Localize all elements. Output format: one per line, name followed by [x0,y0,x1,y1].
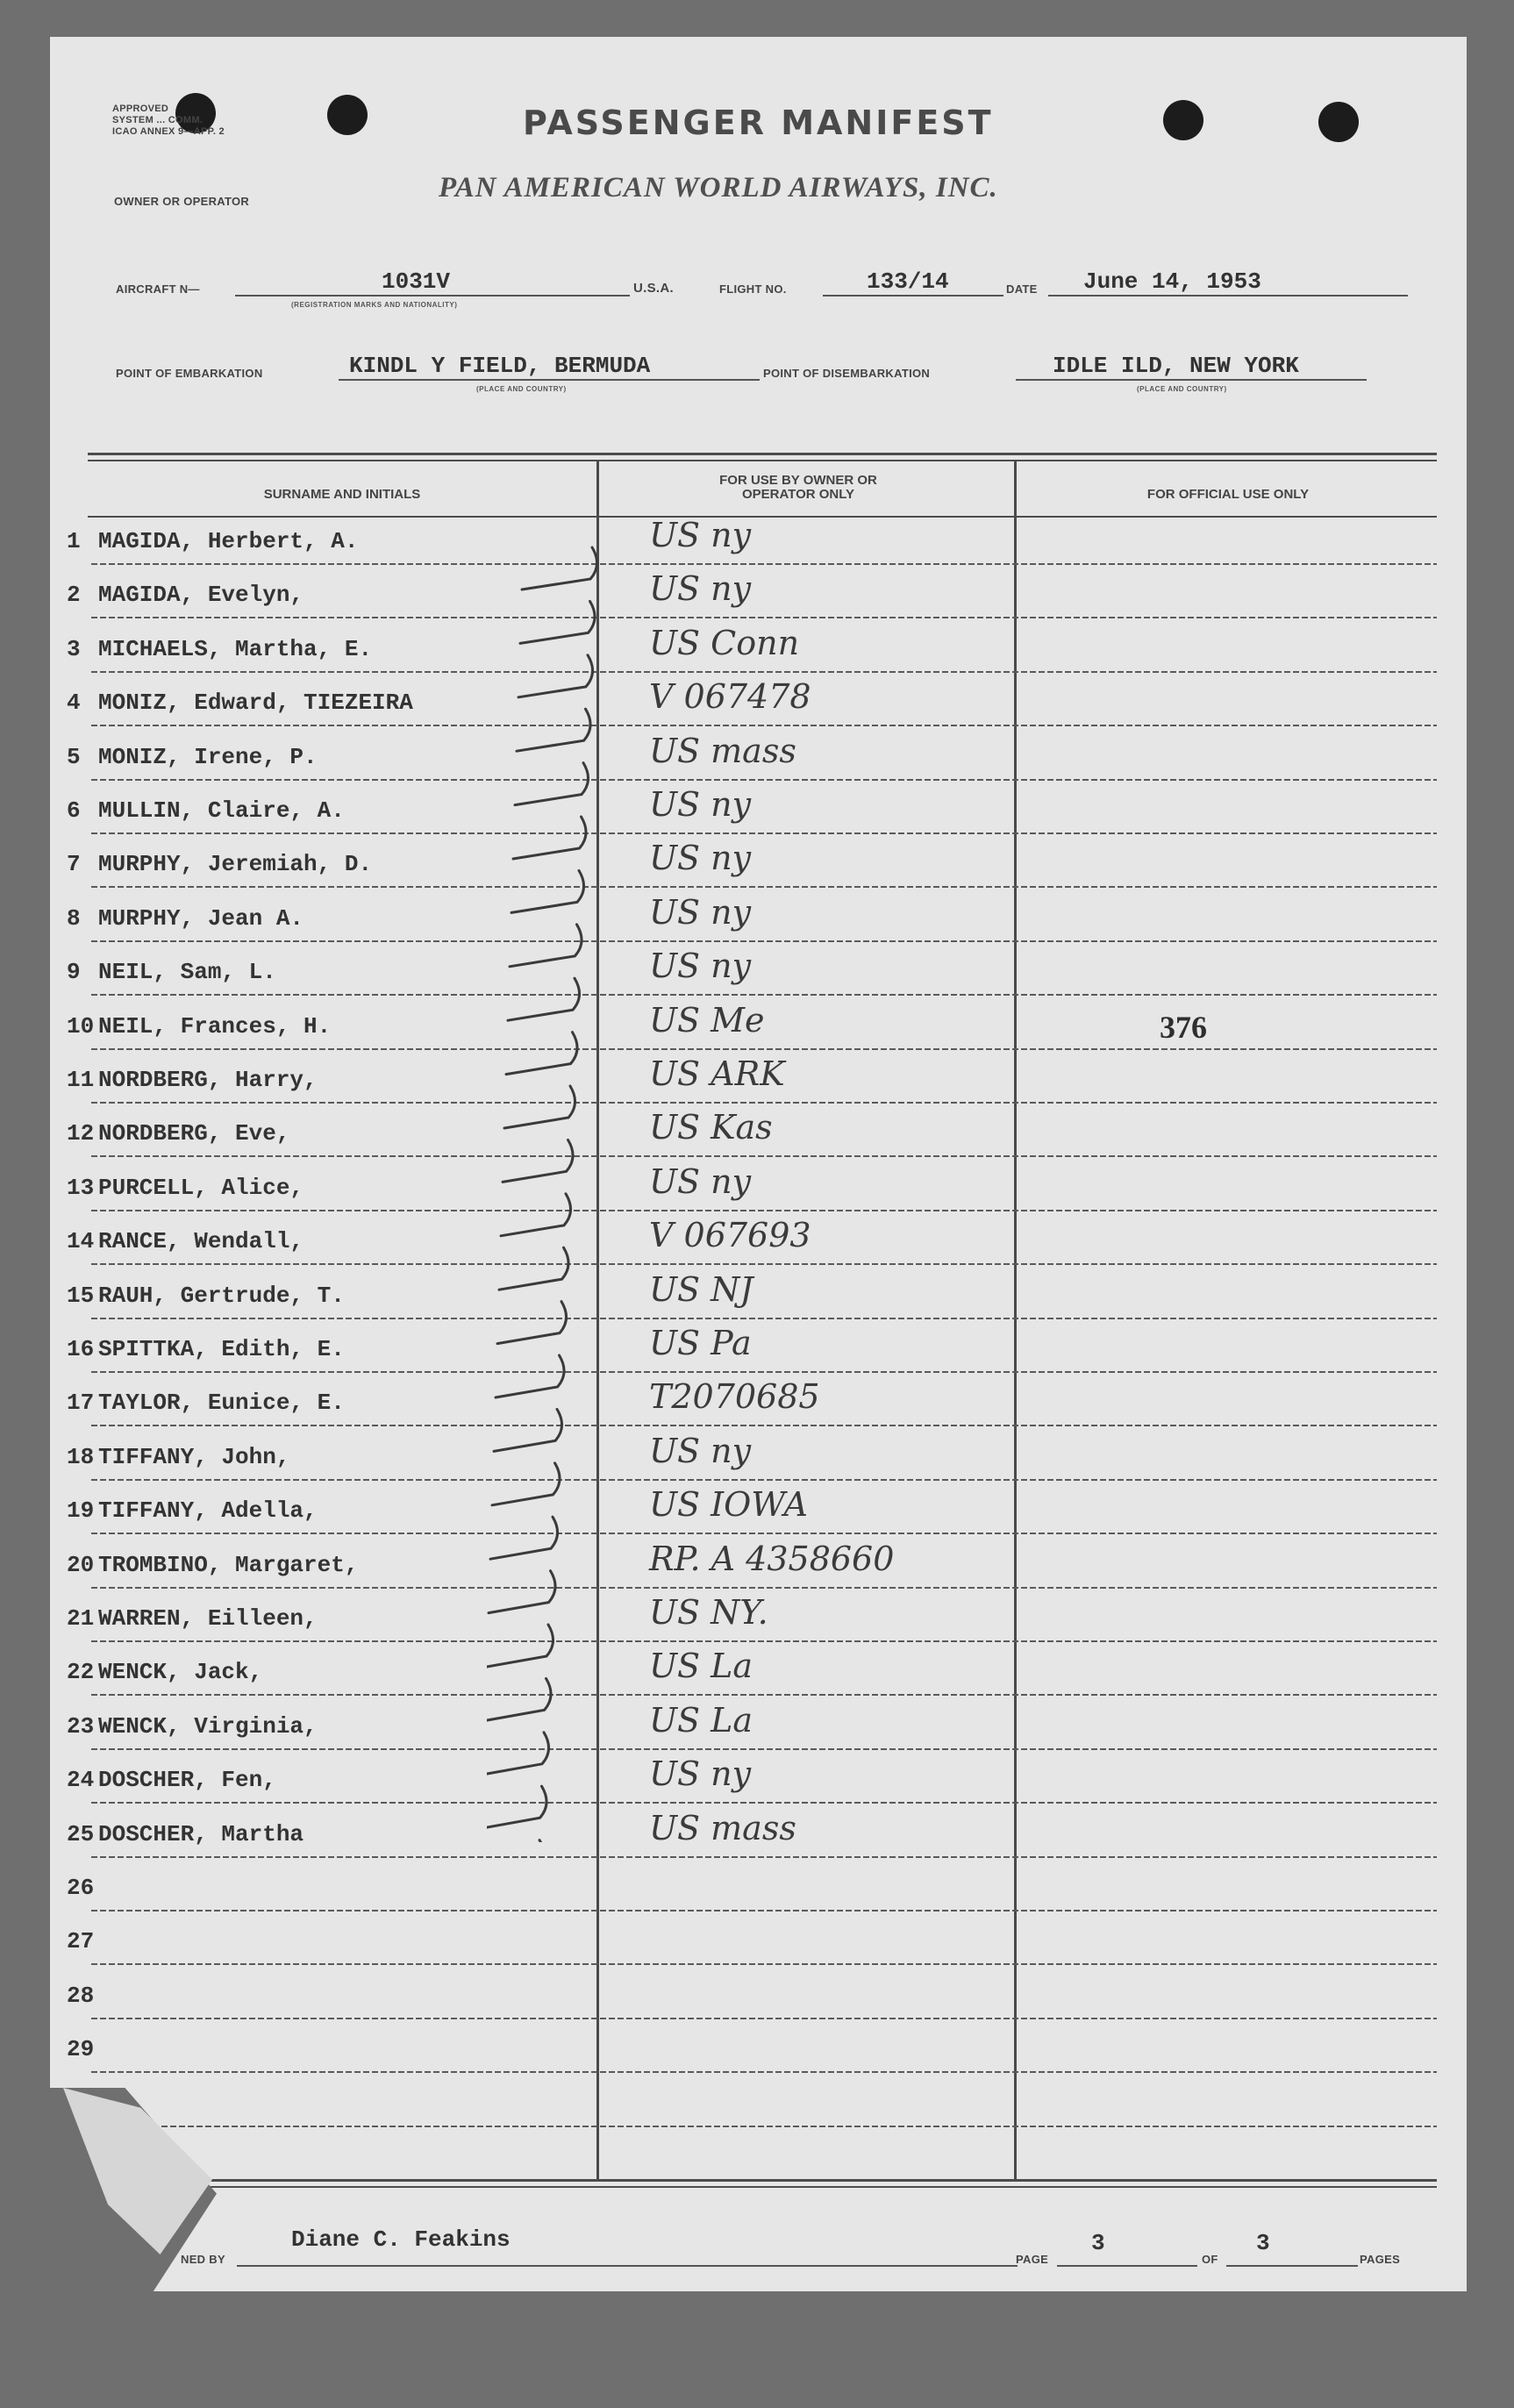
passenger-name: NEIL, Frances, H. [98,1012,332,1040]
page-underline [1057,2265,1197,2267]
check-mark [508,978,580,1020]
row-rule [91,1910,1437,1911]
check-mark [499,1247,568,1290]
row-number: 18 [67,1443,95,1470]
row-rule [91,671,1437,673]
check-mark [506,1033,577,1075]
punch-hole [1318,102,1359,142]
passenger-document: US ny [649,1161,752,1201]
row-rule [91,1048,1437,1050]
check-mark [494,1409,562,1451]
row-rule [91,725,1437,726]
row-rule [91,617,1437,618]
approval-line-1: APPROVED [112,104,169,114]
row-rule [91,563,1437,565]
row-rule [91,1640,1437,1642]
row-rule [91,1102,1437,1104]
punch-hole [327,95,368,135]
passenger-document: US ny [649,569,752,609]
row-number: 11 [67,1067,95,1093]
row-number: 29 [67,2036,95,2063]
row-number: 26 [67,1875,95,1901]
check-mark [489,1571,555,1613]
passenger-document: US IOWA [649,1485,808,1525]
passenger-name: TIFFANY, John, [98,1443,290,1470]
embark-place-note: (PLACE AND COUNTRY) [476,385,567,393]
passenger-document: US Pa [649,1324,752,1362]
disembark-underline [1016,379,1367,381]
row-number: 3 [67,635,81,662]
official-note: 376 [1160,1010,1207,1045]
of-underline [1226,2265,1358,2267]
check-mark [515,763,589,805]
passenger-name: TROMBINO, Margaret, [98,1551,359,1578]
column-header-surname: SURNAME AND INITIALS [263,487,421,502]
row-rule [91,1210,1437,1211]
check-marks [487,535,618,1842]
of-label: OF [1202,2253,1218,2266]
approval-line-3: ICAO ANNEX 9—APP. 2 [112,126,225,137]
passenger-name: RANCE, Wendall, [98,1228,304,1255]
check-mark [510,925,582,967]
check-mark [490,1517,558,1559]
row-rule [91,1263,1437,1265]
row-rule [91,1533,1437,1534]
passenger-name: MAGIDA, Evelyn, [98,582,304,609]
passenger-document: V 067693 [649,1216,811,1255]
row-rule [91,1694,1437,1696]
row-rule [91,994,1437,996]
row-number: 25 [67,1820,95,1847]
signed-by-value: Diane C. Feakins [291,2226,511,2253]
row-rule [91,779,1437,781]
usa-label: U.S.A. [633,281,674,296]
column-header-official: FOR OFFICIAL USE ONLY [1146,487,1310,502]
passenger-document: US ny [649,892,752,932]
row-number: 22 [67,1659,95,1686]
aircraft-underline [235,295,630,297]
passenger-name: NORDBERG, Eve, [98,1120,290,1147]
passenger-name: WARREN, Eilleen, [98,1605,318,1632]
flight-label: FLIGHT NO. [719,282,787,296]
airline-name: PAN AMERICAN WORLD AIRWAYS, INC. [439,172,998,204]
date-label: DATE [1006,282,1038,296]
row-rule [91,1155,1437,1157]
passenger-document: US mass [649,1808,796,1847]
embark-underline [339,379,760,381]
passenger-document: US mass [649,731,796,770]
row-number: 9 [67,959,81,986]
disembark-label: POINT OF DISEMBARKATION [763,367,931,380]
page-number: 3 [1091,2230,1105,2256]
passenger-document: US ny [649,785,752,824]
passenger-document: US Kas [649,1108,773,1147]
row-number: 10 [67,1012,95,1040]
check-mark [496,1355,564,1397]
passenger-name: MURPHY, Jean A. [98,904,304,932]
check-mark [518,655,593,697]
passenger-document: US Me [649,1000,765,1040]
passenger-name: MONIZ, Irene, P. [98,743,318,770]
check-mark [487,1678,551,1720]
embark-value: KINDL Y FIELD, BERMUDA [349,353,651,379]
row-number: 13 [67,1174,95,1201]
passenger-document: US ny [649,1754,752,1794]
row-number: 2 [67,582,81,609]
check-mark [501,1194,571,1236]
passenger-name: DOSCHER, Fen, [98,1767,276,1794]
passenger-document: US ny [649,839,752,878]
row-rule [91,2018,1437,2019]
check-mark [492,1463,560,1505]
passenger-name: SPITTKA, Edith, E. [98,1336,345,1362]
date-underline [1048,295,1408,297]
row-number: 1 [67,528,81,554]
date-value: June 14, 1953 [1083,268,1261,295]
passenger-document: US NY. [649,1593,768,1632]
table-bottom-rule [88,2179,1437,2182]
row-number: 21 [67,1605,95,1632]
check-mark [487,1840,545,1842]
row-rule [91,2071,1437,2073]
flight-underline [823,295,1003,297]
table-top-rule-2 [88,460,1437,461]
passenger-name: TIFFANY, Adella, [98,1497,318,1525]
header-bottom-rule [88,516,1437,518]
row-number: 5 [67,743,81,770]
row-number: 6 [67,797,81,824]
signed-underline [237,2265,1018,2267]
check-mark [497,1302,567,1344]
approval-line-2: SYSTEM ... COMM. [112,115,204,125]
row-rule [91,1587,1437,1589]
check-mark [513,817,586,859]
passenger-name: PURCELL, Alice, [98,1174,304,1201]
passenger-name: NEIL, Sam, L. [98,959,276,986]
row-rule [91,1963,1437,1965]
row-number: 28 [67,1982,95,2009]
row-rule [91,1425,1437,1426]
row-rule [91,1318,1437,1319]
punch-hole [1163,100,1203,140]
check-mark [487,1733,549,1775]
check-mark [511,870,584,912]
check-mark [487,1786,546,1828]
passenger-name: MAGIDA, Herbert, A. [98,528,359,554]
row-number: 27 [67,1928,95,1955]
check-mark [517,709,590,751]
passenger-name: WENCK, Virginia, [98,1712,318,1740]
row-rule [91,1479,1437,1481]
check-mark [504,1086,575,1128]
passenger-document: US ny [649,1431,752,1470]
table-bottom-rule-2 [88,2186,1437,2188]
check-mark [503,1140,573,1182]
row-number: 8 [67,904,81,932]
row-number: 24 [67,1767,95,1794]
owner-label: OWNER OR OPERATOR [114,195,250,208]
row-number: 16 [67,1336,95,1362]
signed-by-label: NED BY [181,2253,225,2266]
row-rule [91,1856,1437,1858]
row-rule [91,2126,1437,2127]
passenger-name: NORDBERG, Harry, [98,1067,318,1093]
table-top-rule [88,453,1437,455]
passenger-document: US ny [649,516,752,554]
flight-value: 133/14 [867,268,949,295]
check-mark [522,547,597,589]
passenger-document: T2070685 [649,1377,820,1417]
row-number: 14 [67,1228,95,1255]
passenger-name: MURPHY, Jeremiah, D. [98,851,373,878]
row-rule [91,940,1437,942]
row-number: 7 [67,851,81,878]
page-title: PASSENGER MANIFEST [523,104,994,142]
passenger-document: RP. A 4358660 [649,1539,895,1578]
row-number: 4 [67,690,81,717]
aircraft-label: AIRCRAFT N— [116,282,200,296]
passenger-name: MICHAELS, Martha, E. [98,635,373,662]
disembark-value: IDLE ILD, NEW YORK [1053,353,1299,379]
row-number: 20 [67,1551,95,1578]
passenger-name: TAYLOR, Eunice, E. [98,1390,345,1417]
passenger-document: V 067478 [649,677,811,717]
check-mark [487,1625,553,1667]
pages-label: PAGES [1360,2253,1401,2266]
passenger-document: US ARK [649,1054,785,1093]
row-rule [91,1371,1437,1373]
passenger-name: RAUH, Gertrude, T. [98,1282,345,1309]
passenger-name: MULLIN, Claire, A. [98,797,345,824]
row-rule [91,886,1437,888]
embark-label: POINT OF EMBARKATION [116,367,263,380]
registration-note: (REGISTRATION MARKS AND NATIONALITY) [291,301,458,309]
row-number: 23 [67,1712,95,1740]
passenger-document: US La [649,1647,753,1686]
row-rule [91,1802,1437,1804]
passenger-document: US La [649,1700,753,1740]
row-number: 17 [67,1390,95,1417]
column-header-owner-use: FOR USE BY OWNER OR OPERATOR ONLY [719,473,877,502]
page-label: PAGE [1016,2253,1049,2266]
row-number: 12 [67,1120,95,1147]
row-rule [91,1748,1437,1750]
passenger-document: US Conn [649,623,800,662]
row-number: 19 [67,1497,95,1525]
check-mark [520,601,595,643]
page-total: 3 [1256,2230,1270,2256]
column-divider-2 [1014,461,1017,2179]
passenger-name: DOSCHER, Martha [98,1820,304,1847]
passenger-document: US ny [649,947,752,986]
passenger-name: WENCK, Jack, [98,1659,263,1686]
passenger-name: MONIZ, Edward, TIEZEIRA [98,690,413,717]
passenger-document: US NJ [649,1269,753,1309]
row-number: 15 [67,1282,95,1309]
disembark-place-note: (PLACE AND COUNTRY) [1137,385,1227,393]
row-rule [91,832,1437,834]
aircraft-value: 1031V [382,268,451,295]
